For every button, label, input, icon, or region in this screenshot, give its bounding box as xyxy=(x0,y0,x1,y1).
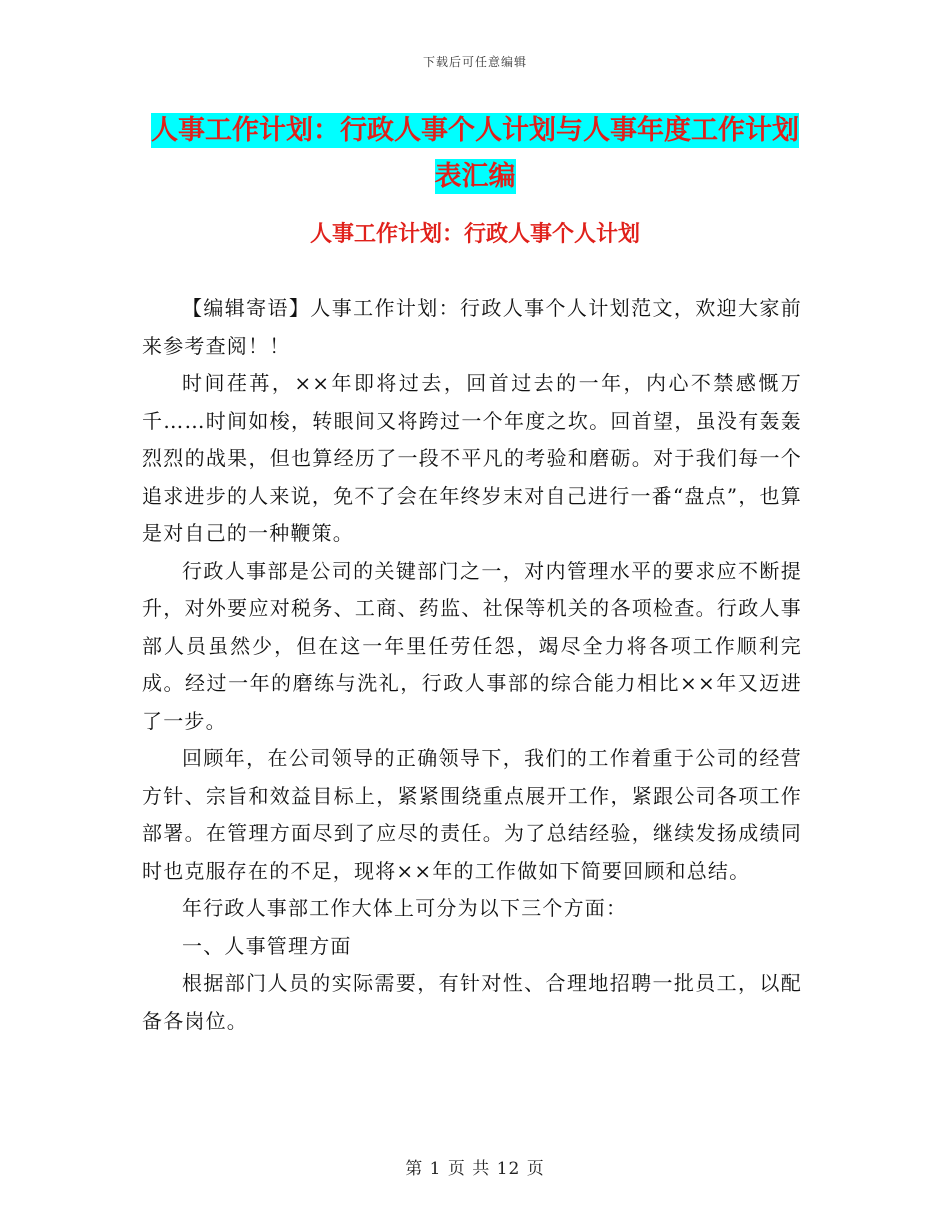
section-title: 人事工作计划：行政人事个人计划 xyxy=(309,222,640,247)
document-title-text: 人事工作计划：行政人事个人计划与人事年度工作计划表汇编 xyxy=(151,115,799,192)
document-body xyxy=(142,290,802,1040)
paragraph-editor-note: 【编辑寄语】人事工作计划：行政人事个人计划范文，欢迎大家前来参考查阅！！ xyxy=(142,296,802,358)
page-number: 第 1 页 共 12 页 xyxy=(405,1159,545,1179)
paragraph-heading-hr: 一、人事管理方面 xyxy=(182,933,352,958)
paragraph-overview: 年行政人事部工作大体上可分为以下三个方面： xyxy=(182,896,628,920)
document-title xyxy=(140,108,810,200)
paragraph-intro: 时间荏苒，××年即将过去，回首过去的一年，内心不禁感慨万千……时间如梭，转眼间又将跨过一个年度之坎。回首望，虽没有轰轰烈烈的战果，但也算经历了一段不平凡的考验和磨砺。对于我们每一个追求进步的人来说，免不了会在年终岁末对自己进行一番“盘点”，也算是对自己的一种鞭策。 xyxy=(142,371,802,545)
paragraph-department: 行政人事部是公司的关键部门之一，对内管理水平的要求应不断提升，对外要应对税务、工商、药监、社保等机关的各项检查。行政人事部人员虽然少，但在这一年里任劳任怨，竭尽全力将各项工作顺利完成。经过一年的磨练与洗礼，行政人事部的综合能力相比××年又迈进了一步。 xyxy=(142,558,802,733)
paragraph-recruit: 根据部门人员的实际需要，有针对性、合理地招聘一批员工，以配备各岗位。 xyxy=(142,971,802,1033)
header-note: 下载后可任意编辑 xyxy=(422,55,527,69)
paragraph-review: 回顾年，在公司领导的正确领导下，我们的工作着重于公司的经营方针、宗旨和效益目标上，紧紧围绕重点展开工作，紧跟公司各项工作部署。在管理方面尽到了应尽的责任。为了总结经验，继续发扬成绩同时也克服存在的不足，现将××年的工作做如下简要回顾和总结。 xyxy=(142,746,802,883)
